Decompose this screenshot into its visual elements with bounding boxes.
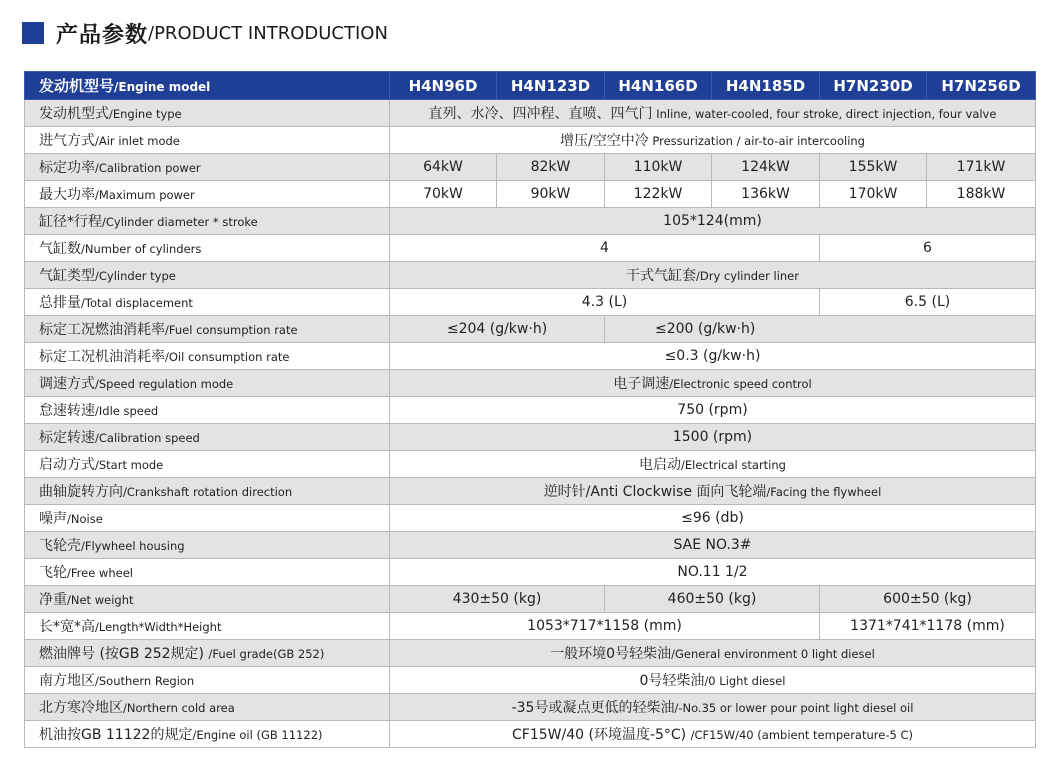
row-label: 气缸类型/Cylinder type bbox=[25, 262, 390, 289]
table-row-air-inlet bbox=[25, 127, 1036, 154]
table-row-southern-region bbox=[25, 667, 1036, 694]
row-value: SAE NO.3# bbox=[390, 532, 1036, 559]
row-label: 长*宽*高/Length*Width*Height bbox=[25, 613, 390, 640]
section-title-en: /PRODUCT INTRODUCTION bbox=[148, 22, 388, 44]
row-value: 171kW bbox=[927, 154, 1036, 181]
row-value: 电启动/Electrical starting bbox=[390, 451, 1036, 478]
row-value: 110kW bbox=[605, 154, 712, 181]
row-value: ≤200 (g/kw·h) bbox=[605, 316, 1036, 343]
table-row-rotation bbox=[25, 478, 1036, 505]
row-value: 直列、水冷、四冲程、直喷、四气门 Inline, water-cooled, four stroke, direct injection, four valve bbox=[390, 100, 1036, 127]
table-row-engine-type bbox=[25, 100, 1036, 127]
section-title-cn: 产品参数 bbox=[56, 22, 149, 48]
row-value: 电子调速/Electronic speed control bbox=[390, 370, 1036, 397]
row-label: 进气方式/Air inlet mode bbox=[25, 127, 390, 154]
row-value: 0号轻柴油/0 Light diesel bbox=[390, 667, 1036, 694]
model-header-cell: H4N96D bbox=[390, 72, 497, 100]
table-row-displacement bbox=[25, 289, 1036, 316]
row-value: 90kW bbox=[497, 181, 605, 208]
row-label: 南方地区/Southern Region bbox=[25, 667, 390, 694]
row-label: 燃油牌号 (按GB 252规定) /Fuel grade(GB 252) bbox=[25, 640, 390, 667]
row-value: 124kW bbox=[712, 154, 820, 181]
section-marker-square bbox=[22, 22, 44, 44]
row-label: 飞轮壳/Flywheel housing bbox=[25, 532, 390, 559]
row-value: 4.3 (L) bbox=[390, 289, 820, 316]
row-label: 标定转速/Calibration speed bbox=[25, 424, 390, 451]
table-row-calibration-speed bbox=[25, 424, 1036, 451]
row-label: 调速方式/Speed regulation mode bbox=[25, 370, 390, 397]
row-value: 逆时针/Anti Clockwise 面向飞轮端/Facing the flywheel bbox=[390, 478, 1036, 505]
table-row-idle-speed bbox=[25, 397, 1036, 424]
table-row-speed-regulation bbox=[25, 370, 1036, 397]
row-value: 188kW bbox=[927, 181, 1036, 208]
table-row-fuel-consumption bbox=[25, 316, 1036, 343]
row-value: 增压/空空中冷 Pressurization / air-to-air intercooling bbox=[390, 127, 1036, 154]
table-row-net-weight bbox=[25, 586, 1036, 613]
row-label: 启动方式/Start mode bbox=[25, 451, 390, 478]
row-label: 北方寒冷地区/Northern cold area bbox=[25, 694, 390, 721]
row-label: 机油按GB 11122的规定/Engine oil (GB 11122) bbox=[25, 721, 390, 748]
row-label: 净重/Net weight bbox=[25, 586, 390, 613]
row-label: 怠速转速/Idle speed bbox=[25, 397, 390, 424]
row-value: 750 (rpm) bbox=[390, 397, 1036, 424]
row-value: 6 bbox=[820, 235, 1036, 262]
row-value: ≤204 (g/kw·h) bbox=[390, 316, 605, 343]
table-row-maximum-power bbox=[25, 181, 1036, 208]
table-row-free-wheel bbox=[25, 559, 1036, 586]
table-row-flywheel-housing bbox=[25, 532, 1036, 559]
row-label: 标定工况机油消耗率/Oil consumption rate bbox=[25, 343, 390, 370]
table-header-row bbox=[25, 72, 1036, 100]
row-value: ≤0.3 (g/kw·h) bbox=[390, 343, 1036, 370]
row-label: 发动机型号/Engine model bbox=[25, 72, 390, 100]
table-row-cylinder-type bbox=[25, 262, 1036, 289]
model-header-cell: H4N185D bbox=[712, 72, 820, 100]
row-value: 1053*717*1158 (mm) bbox=[390, 613, 820, 640]
row-value: 600±50 (kg) bbox=[820, 586, 1036, 613]
table-row-northern-region bbox=[25, 694, 1036, 721]
model-header-cell: H7N230D bbox=[820, 72, 927, 100]
row-value: 105*124(mm) bbox=[390, 208, 1036, 235]
row-value: ≤96 (db) bbox=[390, 505, 1036, 532]
row-value: 6.5 (L) bbox=[820, 289, 1036, 316]
row-value: 136kW bbox=[712, 181, 820, 208]
row-value: 170kW bbox=[820, 181, 927, 208]
row-value: 4 bbox=[390, 235, 820, 262]
row-label: 标定功率/Calibration power bbox=[25, 154, 390, 181]
row-label: 缸径*行程/Cylinder diameter * stroke bbox=[25, 208, 390, 235]
table-row-oil-consumption bbox=[25, 343, 1036, 370]
model-header-cell: H4N166D bbox=[605, 72, 712, 100]
row-value: -35号或凝点更低的轻柴油/-No.35 or lower pour point light diesel oil bbox=[390, 694, 1036, 721]
row-value: CF15W/40 (环境温度-5°C) /CF15W/40 (ambient temperature-5 C) bbox=[390, 721, 1036, 748]
table-row-fuel-grade bbox=[25, 640, 1036, 667]
row-value: 1371*741*1178 (mm) bbox=[820, 613, 1036, 640]
row-label: 曲轴旋转方向/Crankshaft rotation direction bbox=[25, 478, 390, 505]
table-row-engine-oil bbox=[25, 721, 1036, 748]
row-value: 460±50 (kg) bbox=[605, 586, 820, 613]
row-value: 干式气缸套/Dry cylinder liner bbox=[390, 262, 1036, 289]
table-row-bore-stroke bbox=[25, 208, 1036, 235]
row-label: 噪声/Noise bbox=[25, 505, 390, 532]
row-value: 155kW bbox=[820, 154, 927, 181]
row-value: 64kW bbox=[390, 154, 497, 181]
row-value: 一般环境0号轻柴油/General environment 0 light diesel bbox=[390, 640, 1036, 667]
row-value: 82kW bbox=[497, 154, 605, 181]
model-header-cell: H4N123D bbox=[497, 72, 605, 100]
row-value: 70kW bbox=[390, 181, 497, 208]
row-value: 1500 (rpm) bbox=[390, 424, 1036, 451]
row-label: 发动机型式/Engine type bbox=[25, 100, 390, 127]
spec-table bbox=[24, 71, 1036, 748]
table-row-cylinders bbox=[25, 235, 1036, 262]
section-header bbox=[22, 16, 388, 50]
row-label: 飞轮/Free wheel bbox=[25, 559, 390, 586]
row-label: 标定工况燃油消耗率/Fuel consumption rate bbox=[25, 316, 390, 343]
table-row-calibration-power bbox=[25, 154, 1036, 181]
row-label: 气缸数/Number of cylinders bbox=[25, 235, 390, 262]
table-row-start-mode bbox=[25, 451, 1036, 478]
model-header-cell: H7N256D bbox=[927, 72, 1036, 100]
row-value: NO.11 1/2 bbox=[390, 559, 1036, 586]
row-value: 122kW bbox=[605, 181, 712, 208]
row-value: 430±50 (kg) bbox=[390, 586, 605, 613]
row-label: 最大功率/Maximum power bbox=[25, 181, 390, 208]
row-label: 总排量/Total displacement bbox=[25, 289, 390, 316]
table-row-noise bbox=[25, 505, 1036, 532]
table-row-dimensions bbox=[25, 613, 1036, 640]
